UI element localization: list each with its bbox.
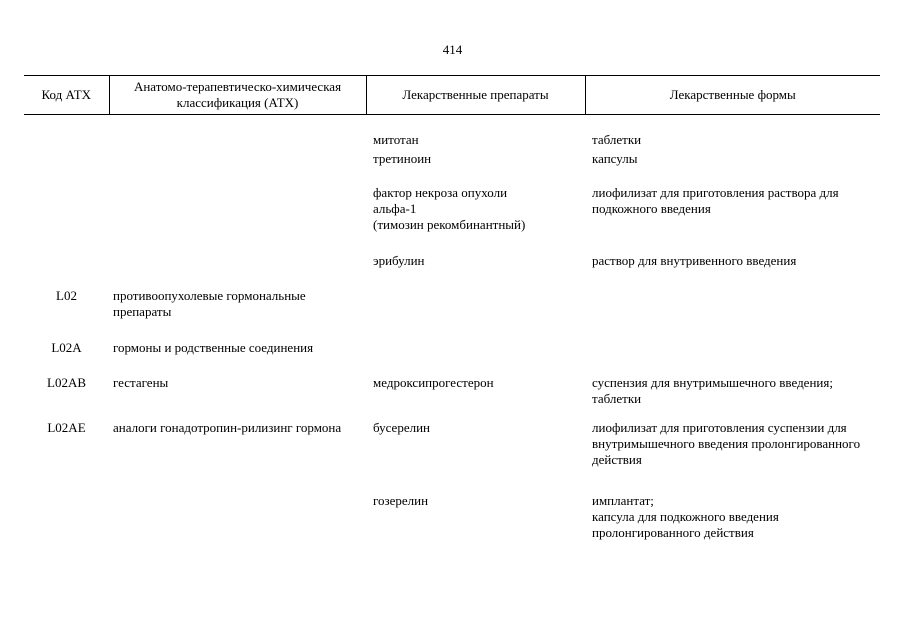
cell-drug <box>366 288 585 340</box>
table-row <box>24 115 880 151</box>
table-row <box>24 253 880 288</box>
cell-drug: третиноин <box>373 150 432 166</box>
cell-code: L02 <box>56 287 77 303</box>
cell-code: L02AE <box>47 419 86 435</box>
cell-form: капсулы <box>592 150 638 166</box>
cell-drug: эрибулин <box>373 252 425 268</box>
cell-classification: гестагены <box>113 374 169 390</box>
table-header-row <box>24 76 880 115</box>
header-drugs: Лекарственные препараты <box>366 76 585 115</box>
cell-code: L02A <box>51 339 82 355</box>
cell-code: L02AB <box>47 374 86 390</box>
atc-table-container <box>24 75 880 553</box>
cell-form: суспензия для внутримышечного введения; таблетки <box>592 374 833 406</box>
header-forms: Лекарственные формы <box>585 76 880 115</box>
cell-form: имплантат; капсула для подкожного введения пролонгированного действия <box>592 492 779 540</box>
cell-classification <box>109 115 366 151</box>
cell-classification <box>109 493 366 553</box>
cell-form: таблетки <box>592 132 642 147</box>
cell-classification: противоопухолевые гормональные препараты <box>113 287 306 319</box>
cell-classification: гормоны и родственные соединения <box>113 339 314 355</box>
page-number: 414 <box>442 42 463 57</box>
header-classification: Анатомо-терапевтическо-химическая классификация (АТХ) <box>109 76 366 115</box>
cell-code <box>24 253 109 288</box>
cell-form: лиофилизат для приготовления раствора для подкожного введения <box>592 184 839 216</box>
cell-code <box>24 151 109 185</box>
table-row <box>24 185 880 253</box>
cell-classification <box>109 151 366 185</box>
table-row <box>24 420 880 493</box>
cell-form: лиофилизат для приготовления суспензии для внутримышечного введения пролонгированного действия <box>592 419 861 467</box>
table-row <box>24 493 880 553</box>
header-code: Код АТХ <box>24 76 109 115</box>
atc-drug-table <box>24 75 880 553</box>
cell-code <box>24 493 109 553</box>
cell-form <box>585 340 880 375</box>
cell-code <box>24 185 109 253</box>
table-row <box>24 340 880 375</box>
cell-code <box>24 115 109 151</box>
cell-drug: гозерелин <box>373 492 429 508</box>
cell-classification <box>109 185 366 253</box>
table-row <box>24 288 880 340</box>
cell-drug <box>366 340 585 375</box>
cell-form: раствор для внутривенного введения <box>592 252 797 268</box>
table-row <box>24 375 880 420</box>
cell-drug: фактор некроза опухоли альфа-1 (тимозин рекомбинантный) <box>373 184 526 232</box>
cell-form <box>585 288 880 340</box>
cell-classification <box>109 253 366 288</box>
cell-drug: медроксипрогестерон <box>373 374 494 390</box>
cell-drug: бусерелин <box>373 419 430 435</box>
cell-drug: митотан <box>373 132 419 147</box>
cell-classification: аналоги гонадотропин-рилизинг гормона <box>113 419 342 435</box>
table-row <box>24 151 880 185</box>
